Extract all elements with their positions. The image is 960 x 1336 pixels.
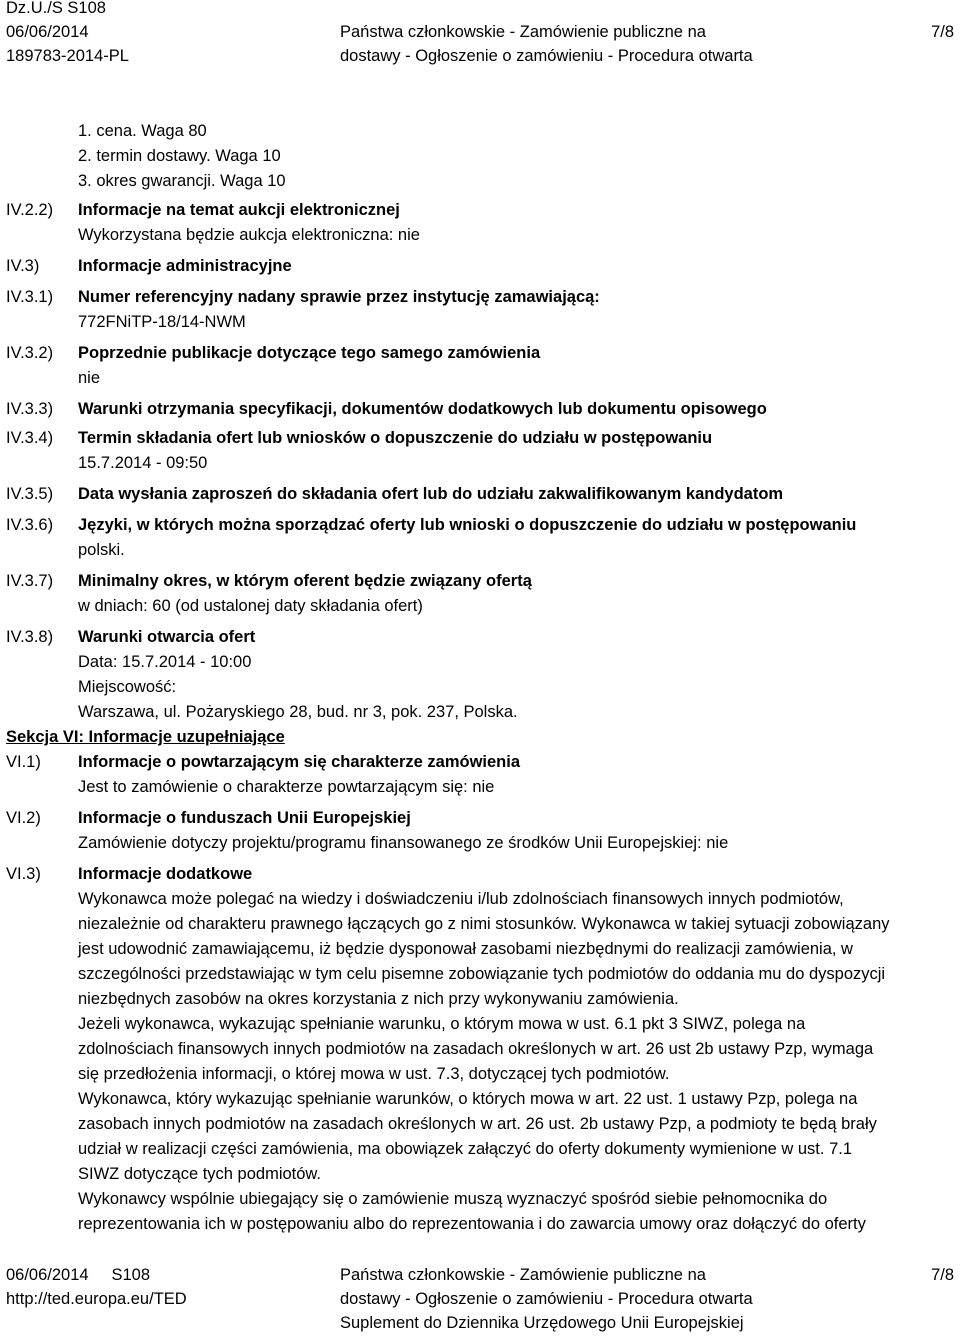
reference-number: 772FNiTP-18/14-NWM (78, 313, 246, 331)
section-vi-2 (6, 806, 946, 856)
header-title-2: dostawy - Ogłoszenie o zamówieniu - Procedura otwarta (340, 47, 753, 65)
section-iv-2-2 (6, 198, 946, 248)
section-title: Informacje o powtarzającym się charakterze zamówienia (78, 753, 521, 771)
footer-date-issue: 06/06/2014 S108 (6, 1266, 151, 1284)
section-title: Warunki otrzymania specyfikacji, dokumentów dodatkowych lub dokumentu opisowego (78, 400, 767, 418)
section-label: VI.1) (6, 753, 41, 771)
section-title: Minimalny okres, w którym oferent będzie związany ofertą (78, 572, 532, 590)
header-page-number: 7/8 (931, 23, 954, 41)
section-label: IV.3.6) (6, 516, 54, 534)
section-text: Jest to zamówienie o charakterze powtarzającym się: nie (78, 778, 495, 796)
additional-info-line: jest udowodnić zamawiającemu, iż będzie dysponował zasobami niezbędnymi do realizacji zamówienia, w (78, 940, 853, 958)
section-label: IV.3.3) (6, 400, 54, 418)
section-iv-3-5 (6, 482, 946, 507)
section-text: nie (78, 369, 101, 387)
additional-info-line: się przedłożenia informacji, o której mowa w ust. 7.3, dotyczącej tych podmiotów. (78, 1065, 670, 1083)
criterion-item: 2. termin dostawy. Waga 10 (78, 147, 281, 165)
section-text: Wykorzystana będzie aukcja elektroniczna: nie (78, 226, 420, 244)
section-title: Informacje na temat aukcji elektronicznej (78, 201, 400, 219)
page-header (6, 0, 954, 68)
section-title: Języki, w których można sporządzać oferty lub wnioski o dopuszczenie do udziału w postępowaniu (78, 516, 857, 534)
section-label: IV.3.7) (6, 572, 54, 590)
section-text: w dniach: 60 (od ustalonej daty składania ofert) (78, 597, 423, 615)
section-iv-3-2 (6, 341, 946, 391)
additional-info-line: Jeżeli wykonawca, wykazując spełnianie warunku, o którym mowa w ust. 6.1 pkt 3 SIWZ, polega na (78, 1015, 806, 1033)
ted-link[interactable]: http://ted.europa.eu/TED (6, 1290, 187, 1308)
section-vi-heading: Sekcja VI: Informacje uzupełniające (6, 728, 285, 746)
section-title: Data wysłania zaproszeń do składania ofert lub do udziału zakwalifikowanym kandydatom (78, 485, 784, 503)
section-title: Informacje dodatkowe (78, 865, 253, 883)
section-label: IV.3.2) (6, 344, 54, 362)
award-criteria (78, 119, 946, 194)
section-label: VI.3) (6, 865, 41, 883)
footer-page-number: 7/8 (931, 1266, 954, 1284)
additional-info-line: niezależnie od charakteru prawnego łączących go z nimi stosunków. Wykonawca w takiej sytuacji zobowiązany (78, 915, 890, 933)
language: polski. (78, 541, 125, 559)
section-title: Numer referencyjny nadany sprawie przez instytucję zamawiającą: (78, 288, 600, 306)
section-title: Informacje o funduszach Unii Europejskiej (78, 809, 411, 827)
section-label: IV.3.8) (6, 628, 54, 646)
opening-place: Warszawa, ul. Pożaryskiego 28, bud. nr 3, pok. 237, Polska. (78, 703, 518, 721)
notice-id: 189783-2014-PL (6, 47, 129, 65)
journal-ref: Dz.U./S S108 (6, 0, 106, 17)
section-vi-3 (6, 862, 946, 1237)
section-title: Informacje administracyjne (78, 257, 292, 275)
additional-info-line: Wykonawca może polegać na wiedzy i doświadczeniu i/lub zdolnościach finansowych innych podmiotów, (78, 890, 844, 908)
section-title: Warunki otwarcia ofert (78, 628, 256, 646)
section-label: IV.3.5) (6, 485, 54, 503)
footer-supplement: Suplement do Dziennika Urzędowego Unii Europejskiej (340, 1314, 744, 1332)
additional-info-line: reprezentowania ich w postępowaniu albo do reprezentowania i do zawarcia umowy oraz dołączyć do oferty (78, 1215, 866, 1233)
section-iv-3-8 (6, 625, 946, 725)
header-date: 06/06/2014 (6, 23, 89, 41)
additional-info-line: niezbędnych zasobów na okres korzystania z nich przy wykonywaniu zamówienia. (78, 990, 679, 1008)
additional-info-line: Wykonawca, który wykazując spełnianie warunków, o których mowa w art. 22 ust. 1 ustawy Pzp, polega na (78, 1090, 858, 1108)
section-vi-1 (6, 750, 946, 800)
additional-info-line: zasobach innych podmiotów na zasadach określonych w art. 26 ust. 2b ustawy Pzp, a podmioty te będą brały (78, 1115, 877, 1133)
footer-title-2: dostawy - Ogłoszenie o zamówieniu - Procedura otwarta (340, 1290, 753, 1308)
section-iv-3-1 (6, 285, 946, 335)
section-label: IV.3) (6, 257, 40, 275)
additional-info-line: zdolnościach finansowych innych podmiotów na zasadach określonych w art. 26 ust 2b ustawy Pzp, wymaga (78, 1040, 874, 1058)
header-title-1: Państwa członkowskie - Zamówienie publiczne na (340, 23, 706, 41)
additional-info-line: szczególności przedstawiając w tym celu pisemne zobowiązanie tych podmiotów do oddania mu do dyspozycji (78, 965, 886, 983)
section-label: IV.2.2) (6, 201, 54, 219)
deadline: 15.7.2014 - 09:50 (78, 454, 208, 472)
place-label: Miejscowość: (78, 678, 177, 696)
additional-info-line: SIWZ dotyczące tych podmiotów. (78, 1165, 322, 1183)
section-iv-3-6 (6, 513, 946, 563)
criterion-item: 1. cena. Waga 80 (78, 122, 207, 140)
page-footer (6, 1263, 954, 1335)
section-iv-3-4 (6, 426, 946, 476)
document-body (6, 119, 946, 1237)
opening-date: Data: 15.7.2014 - 10:00 (78, 653, 252, 671)
section-text: Zamówienie dotyczy projektu/programu finansowanego ze środków Unii Europejskiej: nie (78, 834, 729, 852)
section-iv-3 (6, 254, 946, 279)
section-iv-3-3 (6, 397, 946, 422)
section-label: IV.3.1) (6, 288, 54, 306)
section-label: VI.2) (6, 809, 41, 827)
section-iv-3-7 (6, 569, 946, 619)
additional-info-line: udział w realizacji części zamówienia, ma obowiązek załączyć do oferty dokumenty wymienione w ust. 7.1 (78, 1140, 853, 1158)
section-title: Termin składania ofert lub wniosków o dopuszczenie do udziału w postępowaniu (78, 429, 713, 447)
additional-info-line: Wykonawcy wspólnie ubiegający się o zamówienie muszą wyznaczyć spośród siebie pełnomocnika do (78, 1190, 828, 1208)
section-label: IV.3.4) (6, 429, 54, 447)
section-title: Poprzednie publikacje dotyczące tego samego zamówienia (78, 344, 541, 362)
criterion-item: 3. okres gwarancji. Waga 10 (78, 172, 286, 190)
footer-title-1: Państwa członkowskie - Zamówienie publiczne na (340, 1266, 706, 1284)
